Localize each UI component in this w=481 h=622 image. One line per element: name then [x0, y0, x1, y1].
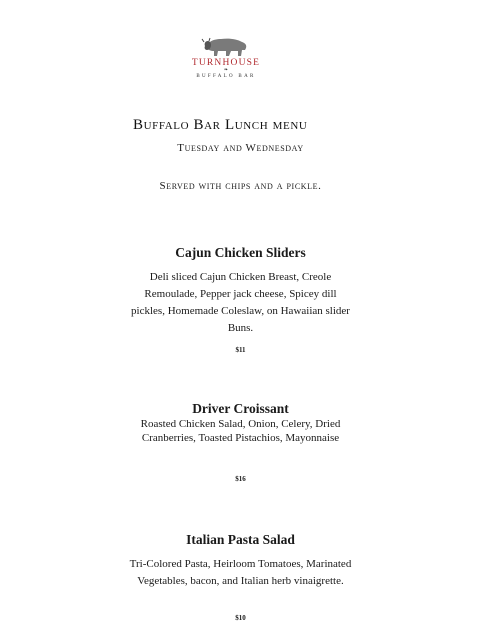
item-description: Deli sliced Cajun Chicken Breast, Creole Remoulade, Pepper jack cheese, Spicey dill pickles, Homemade Coleslaw, on Hawaiian slider Buns.: [131, 271, 350, 334]
turnhouse-logo: [170, 36, 282, 86]
item-price: $10: [235, 614, 246, 622]
menu-days-text: Tuesday and Wednesday: [177, 142, 304, 154]
item-title: Cajun Chicken Sliders: [175, 245, 306, 260]
item-price: $11: [235, 346, 246, 354]
served-with-note: Served with chips and a pickle.: [159, 180, 322, 192]
item-title: Driver Croissant: [192, 401, 289, 416]
menu-days: [0, 142, 481, 154]
logo-name: TURNHOUSE: [191, 58, 261, 68]
item-price: $16: [235, 475, 246, 483]
item-description: Roasted Chicken Salad, Onion, Celery, Dried Cranberries, Toasted Pistachios, Mayonnaise: [140, 418, 341, 444]
logo-subtitle: BUFFALO BAR: [196, 74, 256, 79]
menu-title: Buffalo Bar Lunch menu: [133, 117, 308, 133]
logo-divider: ❧: [223, 67, 229, 73]
item-description: Tri-Colored Pasta, Heirloom Tomatoes, Marinated Vegetables, bacon, and Italian herb vinaigrette.: [129, 558, 352, 587]
item-title: Italian Pasta Salad: [186, 532, 295, 547]
buffalo-icon: [201, 36, 251, 58]
